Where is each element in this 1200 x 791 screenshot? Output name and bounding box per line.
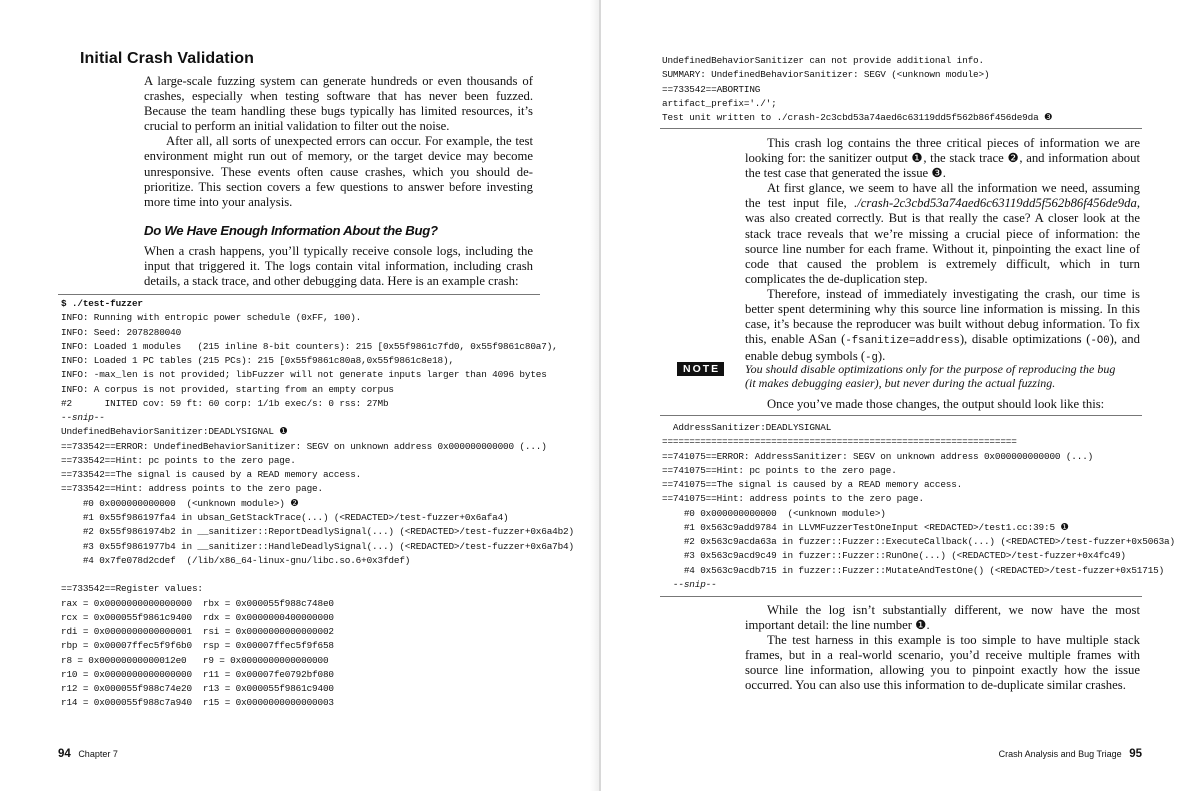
code-line: --snip-- [662,578,717,590]
right-folio [999,748,1142,760]
p3-b: ), disable optimizations ( [959,332,1091,347]
subsection-paragraph: When a crash happens, you’ll typically receive console logs, including the input that triggered it. The logs contain vital information, including crash details, a stack trace, and other debugging data. Here is an example crash: [144,244,533,289]
code-line: r8 = 0x00000000000012e0 r9 = 0x0000000000000000 [61,654,329,666]
p2-before: At first glance, we seem to have all the information we need, assuming the test input file, [745,181,1140,211]
flag-g: -g [865,352,878,365]
code-line: AddressSanitizer:DEADLYSIGNAL [662,422,832,433]
code-line [61,568,574,582]
intro-text [144,74,533,210]
code-line: #4 0x7fe078d2cdef (/lib/x86_64-linux-gnu/libc.so.6+0x3fdef) [61,554,411,566]
code-line: #3 0x55f9861977b4 in __sanitizer::HandleDeadlySignal(...) (<REDACTED>/test-fuzzer+0x6a7b4) [61,540,574,552]
code-line: ==733542==ABORTING [662,83,761,95]
code-line: #1 0x55f986197fa4 in ubsan_GetStackTrace(...) (<REDACTED>/test-fuzzer+0x6afa4) [61,511,509,523]
code-line: INFO: Seed: 2078280040 [61,326,182,338]
right-page-number: 95 [1129,748,1142,760]
code-line: INFO: -max_len is not provided; libFuzzer will not generate inputs larger than 4096 bytes [61,369,547,381]
code-line: ==733542==Hint: pc points to the zero page. [61,454,296,466]
left-running-head: Chapter 7 [78,749,118,759]
conclusion-text [745,603,1140,694]
flag-o0: -O0 [1090,335,1110,348]
code-line: r10 = 0x0000000000000000 r11 = 0x00007fe0792bf080 [61,668,334,680]
code-line: ==733542==Register values: [61,583,203,595]
right-running-head: Crash Analysis and Bug Triage [998,749,1122,759]
code-line: r14 = 0x000055f988c7a940 r15 = 0x0000000000000003 [61,697,334,709]
p3-c: ), and enable debug symbols ( [745,332,1140,364]
left-page-number: 94 [58,748,71,760]
crash-log-continued [662,54,1052,125]
code-line: ==733542==Hint: address points to the zero page. [61,483,323,495]
code-line: ==741075==ERROR: AddressSanitizer: SEGV on unknown address 0x000000000000 (...) [662,450,1094,462]
code-line: ==741075==Hint: address points to the zero page. [662,493,924,505]
code-line: Test unit written to ./crash-2c3cbd53a74aed6c63119dd5f562b86f456de9da ❸ [662,112,1053,124]
note-text: You should disable optimizations only for the purpose of reproducing the bug (it makes debugging easier), but never during the actual fuzzing. [745,362,1116,390]
code-bottom-rule [660,128,1142,129]
conclusion-paragraph-2: The test harness in this example is too simple to have multiple stack frames, but in a real-world scenario, you’d receive multiple frames with source line information, allowing you to pinpoint exactly how the issue occurred. You can also use this information to de-duplicate similar crashes. [745,633,1140,693]
transition-text [745,397,1140,412]
code-line: INFO: Loaded 1 PC tables (215 PCs): 215 [0x55f9861c80a8,0x55f9861c8e18), [61,355,454,367]
code-line: ================================================================= [662,436,1017,448]
code-line: artifact_prefix='./'; [662,97,777,109]
code-top-rule [58,294,540,295]
analysis-paragraph-1: This crash log contains the three critical pieces of information we are looking for: the sanitizer output ❶, the stack trace ❷, and information about the test case that generated the issue ❸. [745,136,1140,181]
left-page [0,0,599,791]
code-line: #0 0x000000000000 (<unknown module>) ❷ [61,497,299,509]
note-label: NOTE [677,362,724,376]
left-folio [58,748,118,760]
subsection-title: Do We Have Enough Information About the Bug? [144,223,438,238]
p3-a: Therefore, instead of immediately investigating the crash, our time is better spent determining why this source line information is missing. In this case, it’s because the reproducer was built without debug information. To fix this, enable ASan ( [745,286,1140,347]
analysis-paragraph-3 [745,287,1140,366]
code-line: UndefinedBehaviorSanitizer can not provide additional info. [662,55,984,66]
code-line: ==741075==The signal is caused by a READ memory access. [662,479,963,491]
code-line: --snip-- [61,412,105,424]
code-line: ==741075==Hint: pc points to the zero page. [662,464,897,476]
analysis-paragraph-2 [745,181,1140,287]
code-line: SUMMARY: UndefinedBehaviorSanitizer: SEGV (<unknown module>) [662,69,990,81]
p3-d: ). [877,349,886,364]
code-line: ==733542==ERROR: UndefinedBehaviorSanitizer: SEGV on unknown address 0x000000000000 (...) [61,440,547,452]
asan-log-code [662,421,1175,592]
code-line: UndefinedBehaviorSanitizer:DEADLYSIGNAL ❶ [61,426,288,438]
code-line: #0 0x000000000000 (<unknown module>) [662,507,886,519]
code-line: $ ./test-fuzzer [61,298,143,309]
code-line: ==733542==The signal is caused by a READ memory access. [61,469,362,481]
subsection-text [144,244,533,289]
code-line: #2 0x55f9861974b2 in __sanitizer::ReportDeadlySignal(...) (<REDACTED>/test-fuzzer+0x6a4b2) [61,526,574,538]
code-line: rcx = 0x000055f9861c9400 rdx = 0x0000000400000000 [61,611,334,623]
crash-file-name: ./crash-2c3cbd53a74aed6c63119dd5f562b86f456de9da [854,196,1137,211]
analysis-text [745,136,1140,366]
code-line: #2 INITED cov: 59 ft: 60 corp: 1/1b exec/s: 0 rss: 27Mb [61,397,389,409]
intro-paragraph-1: A large-scale fuzzing system can generate hundreds or even thousands of crashes, especially when testing software that has never been fuzzed. Because the team handling these bugs typically has limited resources, it’s crucial to perform an initial validation to filter out the noise. [144,74,533,134]
code-line: rax = 0x0000000000000000 rbx = 0x000055f988c748e0 [61,597,334,609]
intro-paragraph-2: After all, all sorts of unexpected errors can occur. For example, the test environment might run out of memory, or the target device may become unresponsive. These events often cause crashes, which you should de-prioritize. This section covers a few questions to answer before investing more time into your analysis. [144,134,533,209]
code-line: rdi = 0x0000000000000001 rsi = 0x0000000000000002 [61,626,334,638]
flag-fsanitize: -fsanitize=address [845,335,960,348]
code-line: rbp = 0x00007ffec5f9f6b0 rsp = 0x00007ffec5f9f658 [61,640,334,652]
code-line: INFO: A corpus is not provided, starting from an empty corpus [61,383,394,395]
transition-paragraph: Once you’ve made those changes, the output should look like this: [767,397,1105,411]
code-line: #2 0x563c9acda63a in fuzzer::Fuzzer::ExecuteCallback(...) (<REDACTED>/test-fuzzer+0x5063a) [662,536,1175,548]
code2-bottom-rule [660,596,1142,597]
code-line: INFO: Running with entropic power schedule (0xFF, 100). [61,312,362,324]
gutter-shadow [590,0,599,791]
code-line: r12 = 0x000055f988c74e20 r13 = 0x000055f9861c9400 [61,683,334,695]
code-line: #3 0x563c9acd9c49 in fuzzer::Fuzzer::RunOne(...) (<REDACTED>/test-fuzzer+0x4fc49) [662,550,1126,562]
conclusion-paragraph-1: While the log isn’t substantially different, we now have the most important detail: the line number ❶. [745,603,1140,633]
right-page [601,0,1200,791]
code-line: #4 0x563c9acdb715 in fuzzer::Fuzzer::MutateAndTestOne() (<REDACTED>/test-fuzzer+0x51715) [662,564,1165,576]
code-line: INFO: Loaded 1 modules (215 inline 8-bit counters): 215 [0x55f9861c7fd0, 0x55f9861c80a7), [61,340,558,352]
p2-after: , was also created correctly. But is that really the case? A closer look at the stack trace reveals that we’re missing a crucial piece of information: the source line number for each frame. Without it, pinpointing the exact line of code that caused the problem is extremely difficult, which in turn complicates the de-duplication step. [745,196,1140,286]
section-title: Initial Crash Validation [80,50,254,67]
code2-top-rule [660,415,1142,416]
crash-log-code [61,297,574,711]
code-line: #1 0x563c9add9784 in LLVMFuzzerTestOneInput <REDACTED>/test1.cc:39:5 ❶ [662,521,1069,533]
